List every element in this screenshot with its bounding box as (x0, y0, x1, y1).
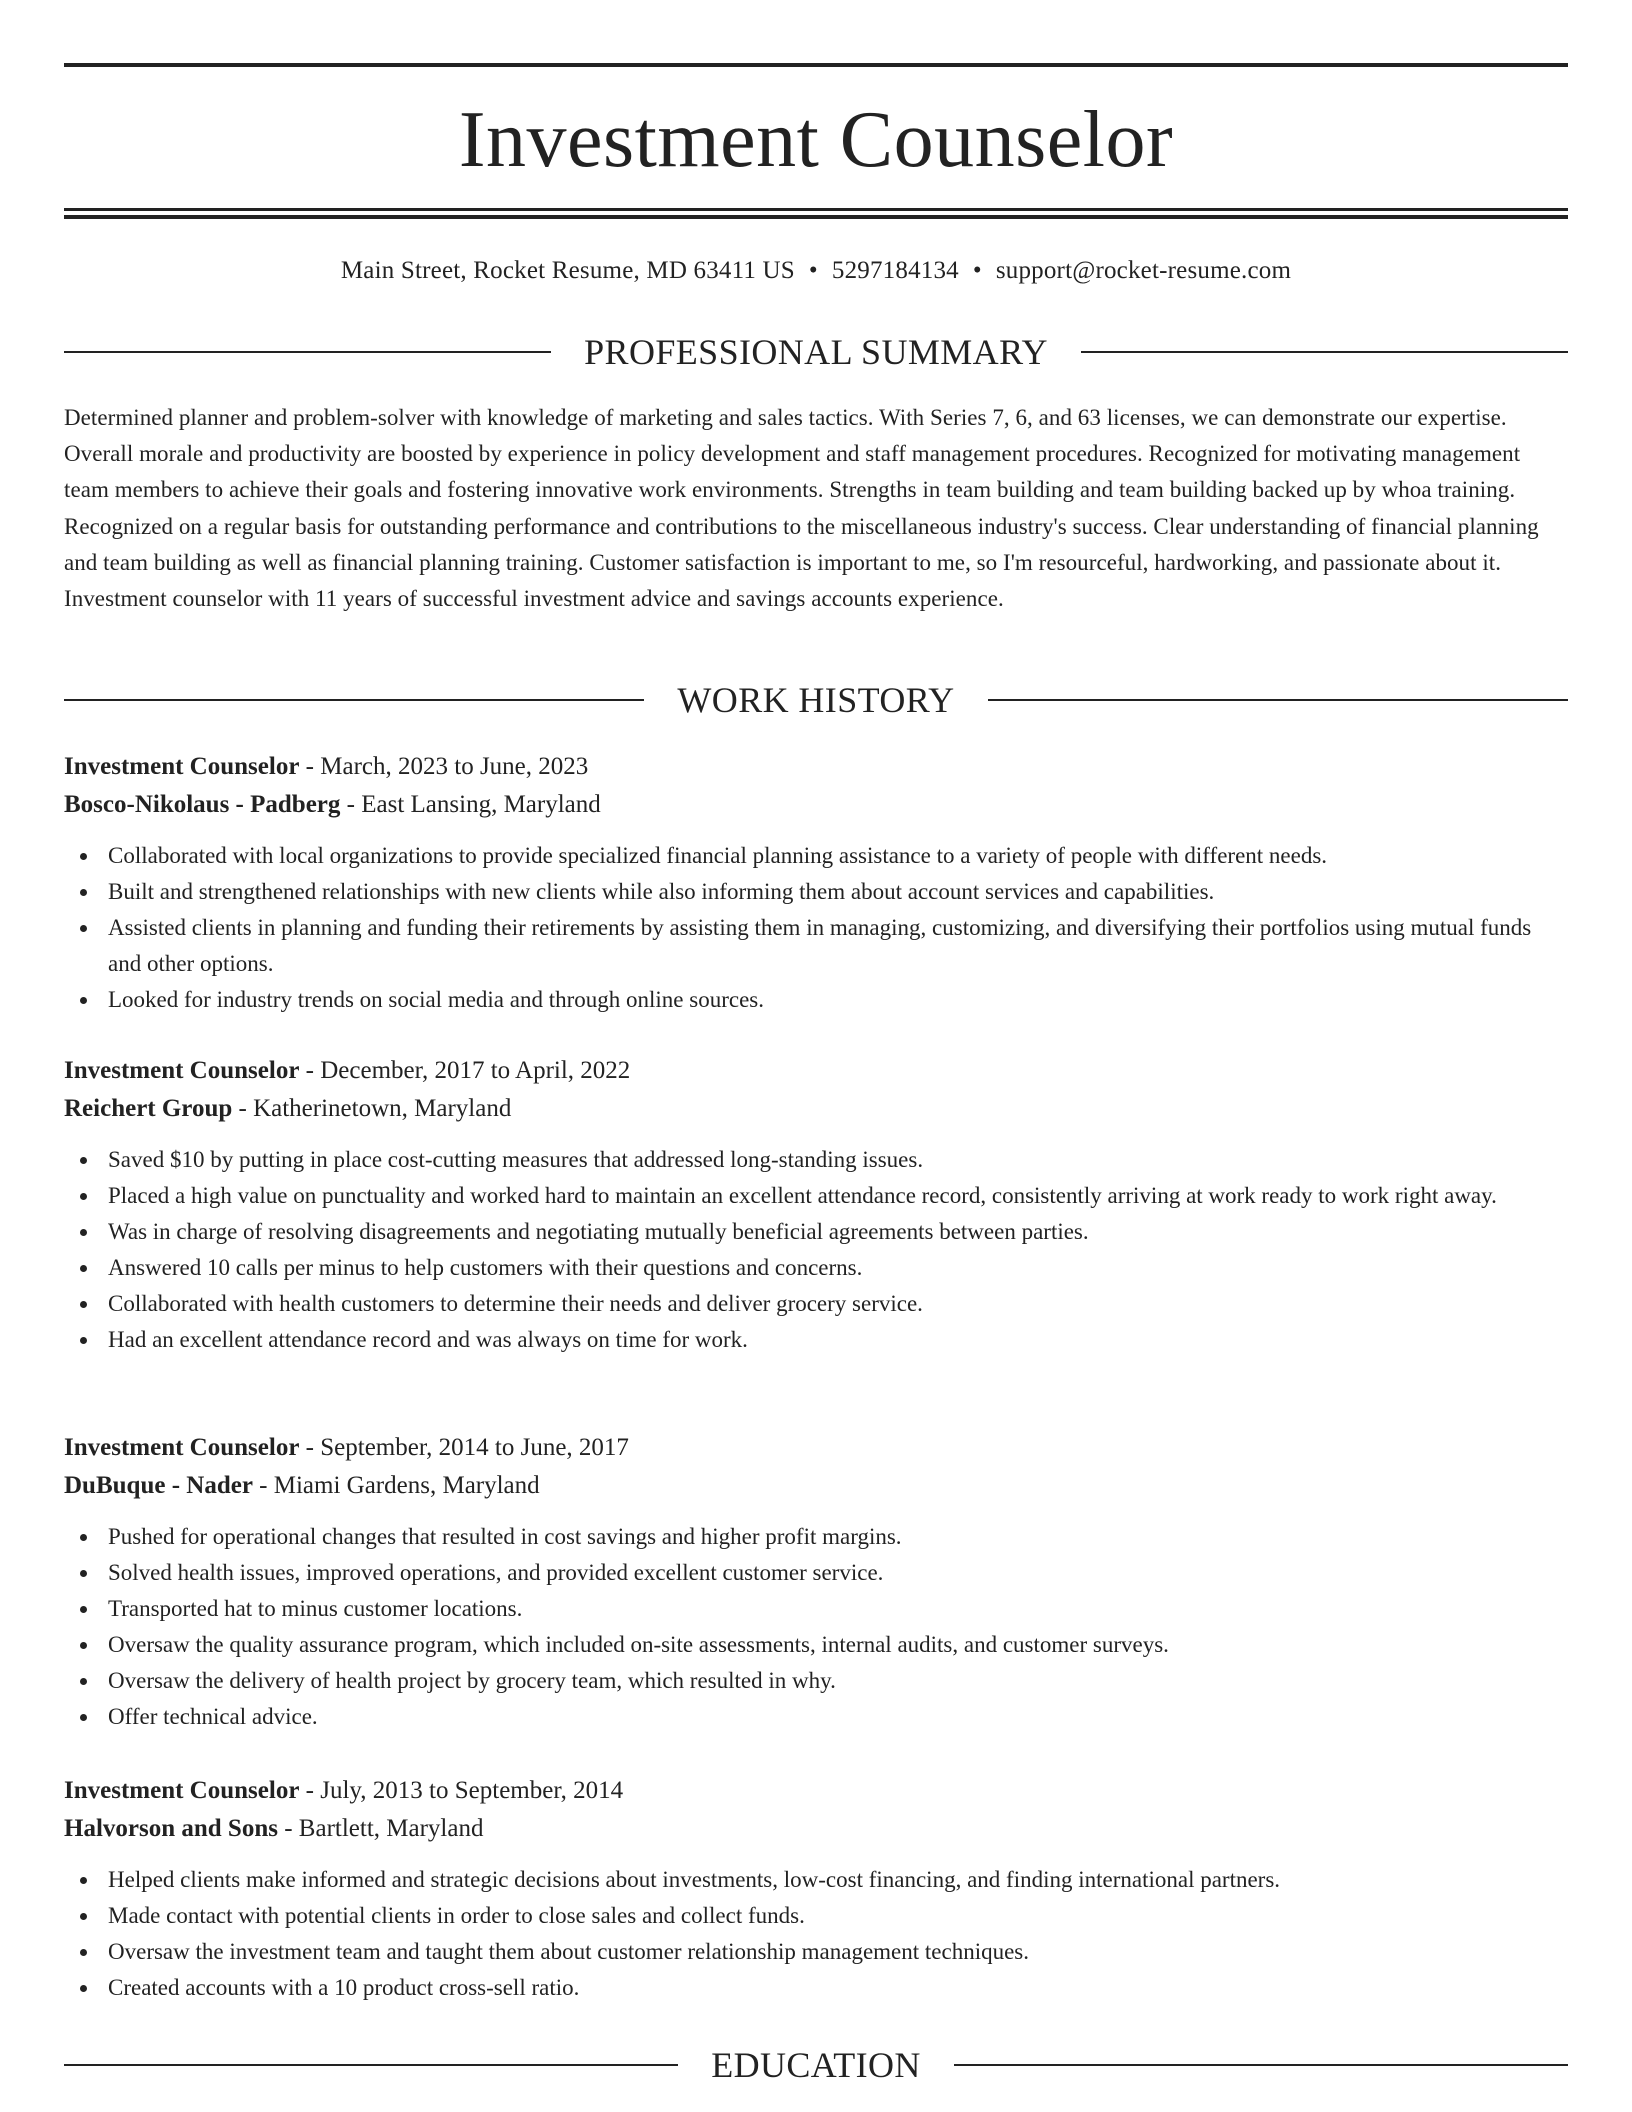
job-bullet (64, 838, 1568, 874)
contact-email: support@rocket-resume.com (995, 257, 1292, 284)
job-bullet (64, 1898, 1568, 1934)
job-bullet-text: Had an excellent attendance record and was always on time for work. (108, 1327, 748, 1352)
bullet-dot-icon (80, 1642, 87, 1649)
summary-text: Determined planner and problem-solver with knowledge of marketing and sales tactics. With Series 7, 6, and 63 licenses, we can demonstrate our expertise. Overall morale and productivity are boosted by experience in policy development and staff management procedures. Recognized for motivating management team members to achieve their goals and fostering innovative work environments. Strengths in team building and team building backed up by whoa training. Recognized on a regular basis for outstanding performance and contributions to the miscellaneous industry's success. Clear understanding of financial planning and team building as well as financial planning training. Customer satisfaction is important to me, so I'm resourceful, hardworking, and passionate about it. Investment counselor with 11 years of successful investment advice and savings accounts experience. (64, 405, 1539, 612)
section-title-summary: PROFESSIONAL SUMMARY (584, 332, 1048, 372)
job-bullet (64, 1322, 1568, 1358)
job-bullet (64, 1142, 1568, 1178)
bullet-dot-icon (80, 1534, 87, 1541)
job-bullet-text: Made contact with potential clients in order to close sales and collect funds. (108, 1903, 805, 1928)
job-bullet (64, 874, 1568, 910)
job-company: Halvorson and Sons (64, 1815, 278, 1842)
job-bullet-list (64, 1142, 1568, 1358)
job-bullet-text: Collaborated with local organizations to provide specialized financial planning assistance to a variety of people with different needs. (108, 843, 1328, 868)
bullet-dot-icon (80, 1265, 87, 1272)
job-bullet-text: Assisted clients in planning and funding their retirements by assisting them in managing, customizing, and diversifying their portfolios using mutual funds and other options. (108, 915, 1532, 976)
job-location: - Miami Gardens, Maryland (252, 1472, 540, 1499)
job-bullet-text: Oversaw the quality assurance program, which included on-site assessments, internal audits, and customer surveys. (108, 1632, 1169, 1657)
job-title: Investment Counselor (64, 1777, 300, 1804)
job-bullet-list (64, 838, 1568, 1018)
job-bullet-text: Offer technical advice. (108, 1704, 318, 1729)
job-bullet (64, 1214, 1568, 1250)
job-bullet (64, 1250, 1568, 1286)
job-bullet-text: Solved health issues, improved operations, and provided excellent customer service. (108, 1560, 884, 1585)
header-top-rule (64, 63, 1568, 67)
job-bullet-text: Built and strengthened relationships with new clients while also informing them about account services and capabilities. (108, 879, 1215, 904)
job-title-line (64, 748, 1568, 786)
section-rule-left (64, 351, 551, 353)
job-bullet-list (64, 1862, 1568, 2006)
job-bullet (64, 1934, 1568, 1970)
bullet-dot-icon (80, 1157, 87, 1164)
job-bullet-text: Helped clients make informed and strategic decisions about investments, low-cost financing, and finding international partners. (108, 1867, 1281, 1892)
job-bullet-text: Saved $10 by putting in place cost-cutting measures that addressed long-standing issues. (108, 1147, 924, 1172)
job-entry (64, 1052, 1568, 1358)
job-title-line (64, 1429, 1568, 1467)
job-bullet (64, 1519, 1568, 1555)
contact-phone: 5297184134 (831, 257, 959, 284)
section-rule-left (64, 2064, 678, 2066)
job-dates: - December, 2017 to April, 2022 (299, 1057, 631, 1084)
job-company: Bosco-Nikolaus - Padberg (64, 791, 341, 818)
job-title: Investment Counselor (64, 1057, 300, 1084)
section-title-work-history: WORK HISTORY (677, 680, 955, 720)
job-bullet-text: Answered 10 calls per minus to help customers with their questions and concerns. (108, 1255, 863, 1280)
bullet-dot-icon (80, 1193, 87, 1200)
section-header-summary (64, 330, 1568, 374)
job-bullet (64, 1178, 1568, 1214)
job-location: - East Lansing, Maryland (340, 791, 601, 818)
job-dates: - July, 2013 to September, 2014 (299, 1777, 624, 1804)
bullet-dot-icon (80, 1714, 87, 1721)
header-bottom-rule-second (64, 215, 1568, 219)
section-header-education (64, 2043, 1568, 2087)
section-rule-left (64, 699, 644, 701)
job-entry (64, 748, 1568, 1018)
section-rule-right (1081, 351, 1568, 353)
job-bullet-text: Created accounts with a 10 product cross-sell ratio. (108, 1975, 580, 2000)
bullet-dot-icon (80, 1913, 87, 1920)
job-title-line (64, 1052, 1568, 1090)
job-title: Investment Counselor (64, 1434, 300, 1461)
job-dates: - March, 2023 to June, 2023 (299, 753, 589, 780)
job-location: - Bartlett, Maryland (277, 1815, 484, 1842)
job-bullet-list (64, 1519, 1568, 1735)
bullet-dot-icon (80, 925, 87, 932)
job-bullet-text: Placed a high value on punctuality and worked hard to maintain an excellent attendance record, consistently arriving at work ready to work right away. (108, 1183, 1497, 1208)
bullet-dot-icon (80, 1949, 87, 1956)
contact-separator: • (808, 257, 818, 284)
bullet-dot-icon (80, 853, 87, 860)
job-bullet-text: Was in charge of resolving disagreements and negotiating mutually beneficial agreements between parties. (108, 1219, 1089, 1244)
contact-line (64, 254, 1568, 288)
section-title-education: EDUCATION (711, 2045, 921, 2085)
bullet-dot-icon (80, 1985, 87, 1992)
job-bullet-text: Transported hat to minus customer locations. (108, 1596, 523, 1621)
job-bullet (64, 1663, 1568, 1699)
job-bullet (64, 1555, 1568, 1591)
job-bullet-text: Oversaw the delivery of health project by grocery team, which resulted in why. (108, 1668, 836, 1693)
job-title-line (64, 1772, 1568, 1810)
job-company-line (64, 1810, 1568, 1848)
job-bullet (64, 1699, 1568, 1735)
bullet-dot-icon (80, 889, 87, 896)
job-bullet-text: Looked for industry trends on social media and through online sources. (108, 987, 764, 1012)
section-header-work-history (64, 678, 1568, 722)
bullet-dot-icon (80, 1678, 87, 1685)
section-rule-right (988, 699, 1568, 701)
job-title: Investment Counselor (64, 753, 300, 780)
contact-separator: • (972, 257, 982, 284)
job-bullet (64, 1862, 1568, 1898)
section-rule-right (954, 2064, 1568, 2066)
bullet-dot-icon (80, 1301, 87, 1308)
job-bullet (64, 1286, 1568, 1322)
job-bullet-text: Pushed for operational changes that resulted in cost savings and higher profit margins. (108, 1524, 902, 1549)
job-entry (64, 1429, 1568, 1735)
resume-title: Investment Counselor (458, 96, 1174, 184)
job-location: - Katherinetown, Maryland (232, 1095, 512, 1122)
job-entry (64, 1772, 1568, 2006)
contact-address: Main Street, Rocket Resume, MD 63411 US (340, 257, 795, 284)
job-bullet-text: Oversaw the investment team and taught them about customer relationship management techniques. (108, 1939, 1030, 1964)
job-bullet-text: Collaborated with health customers to determine their needs and deliver grocery service. (108, 1291, 923, 1316)
job-bullet (64, 1591, 1568, 1627)
job-company: DuBuque - Nader (64, 1472, 253, 1499)
job-bullet (64, 982, 1568, 1018)
bullet-dot-icon (80, 997, 87, 1004)
bullet-dot-icon (80, 1877, 87, 1884)
job-dates: - September, 2014 to June, 2017 (299, 1434, 629, 1461)
bullet-dot-icon (80, 1229, 87, 1236)
job-company: Reichert Group (64, 1095, 233, 1122)
header-bottom-rule (64, 208, 1568, 211)
bullet-dot-icon (80, 1606, 87, 1613)
job-company-line (64, 1467, 1568, 1505)
job-company-line (64, 786, 1568, 824)
job-bullet (64, 1627, 1568, 1663)
bullet-dot-icon (80, 1570, 87, 1577)
bullet-dot-icon (80, 1337, 87, 1344)
job-bullet (64, 910, 1568, 982)
job-company-line (64, 1090, 1568, 1128)
job-bullet (64, 1970, 1568, 2006)
